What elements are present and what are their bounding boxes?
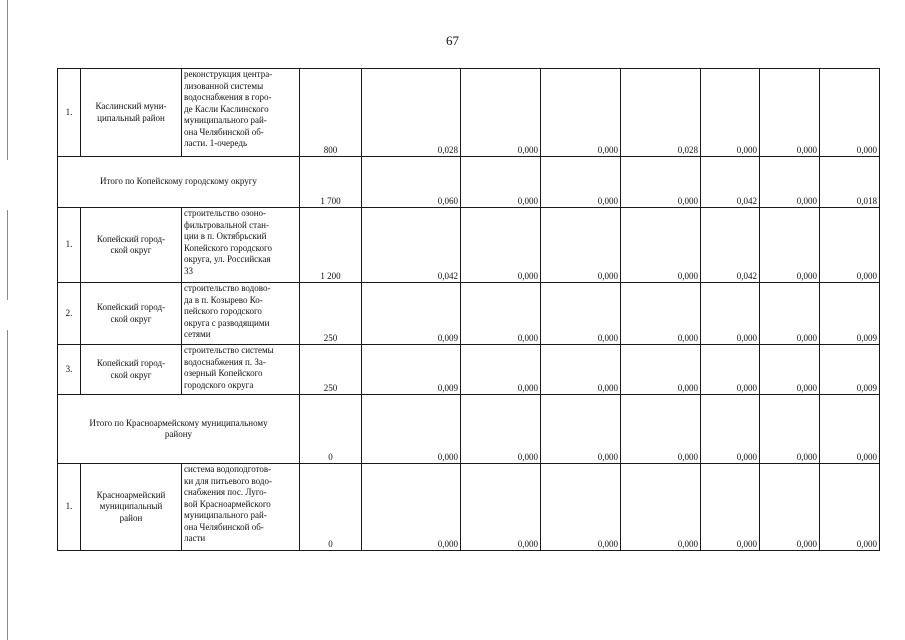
project-description-cell: система водоподготов- ки для питьевого водо- снабжения пос. Луго- вой Красноармейского муниципального рай- она Челябинской об- ласти — [182, 464, 300, 551]
row-number-cell: 2. — [58, 283, 81, 345]
value-cell: 0,000 — [701, 464, 760, 551]
value-cell: 0,042 — [701, 157, 760, 208]
value-cell: 0,000 — [621, 157, 701, 208]
municipality-cell: Каслинский муни- ципальный район — [81, 69, 182, 157]
value-cell: 0,000 — [541, 208, 621, 283]
project-description-cell: строительство водово- да в п. Козырево Ко- пейского городского округа с разводящими сетями — [182, 283, 300, 345]
value-cell: 0,028 — [621, 69, 701, 157]
row-number-cell: 3. — [58, 345, 81, 395]
capacity-cell: 250 — [300, 345, 362, 395]
value-cell: 0,000 — [461, 395, 541, 464]
municipality-cell: Красноармейский муниципальный район — [81, 464, 182, 551]
row-number-cell: 1. — [58, 208, 81, 283]
municipality-cell: Копейский город- ской округ — [81, 345, 182, 395]
project-description-cell: строительство озоно- фильтровальной стан- ции в п. Октябрьский Копейского городского округа, ул. Российская 33 — [182, 208, 300, 283]
municipality-cell: Копейский город- ской округ — [81, 208, 182, 283]
capacity-cell: 0 — [300, 395, 362, 464]
value-cell: 0,000 — [820, 208, 880, 283]
value-cell: 0,000 — [621, 395, 701, 464]
value-cell: 0,000 — [461, 69, 541, 157]
value-cell: 0,018 — [820, 157, 880, 208]
value-cell: 0,000 — [461, 464, 541, 551]
capacity-cell: 250 — [300, 283, 362, 345]
value-cell: 0,000 — [621, 464, 701, 551]
table-row — [58, 345, 880, 395]
capacity-cell: 800 — [300, 69, 362, 157]
total-label-cell: Итого по Копейскому городскому округу — [58, 157, 300, 208]
value-cell: 0,000 — [621, 345, 701, 395]
value-cell: 0,009 — [362, 283, 461, 345]
value-cell: 0,009 — [820, 283, 880, 345]
value-cell: 0,000 — [820, 69, 880, 157]
investment-program-table — [57, 68, 880, 551]
capacity-cell: 1 200 — [300, 208, 362, 283]
value-cell: 0,060 — [362, 157, 461, 208]
value-cell: 0,000 — [541, 345, 621, 395]
value-cell: 0,000 — [760, 208, 820, 283]
value-cell: 0,042 — [701, 208, 760, 283]
value-cell: 0,000 — [362, 464, 461, 551]
value-cell: 0,000 — [461, 208, 541, 283]
value-cell: 0,000 — [701, 69, 760, 157]
scan-margin-line — [7, 330, 8, 640]
value-cell: 0,000 — [541, 283, 621, 345]
value-cell: 0,000 — [760, 395, 820, 464]
table-total-row — [58, 395, 880, 464]
value-cell: 0,000 — [541, 464, 621, 551]
value-cell: 0,000 — [760, 157, 820, 208]
table-row — [58, 464, 880, 551]
table-row — [58, 208, 880, 283]
value-cell: 0,000 — [701, 395, 760, 464]
page-number: 67 — [446, 33, 459, 48]
scan-margin-line — [7, 210, 8, 300]
value-cell: 0,000 — [541, 157, 621, 208]
capacity-cell: 0 — [300, 464, 362, 551]
capacity-cell: 1 700 — [300, 157, 362, 208]
value-cell: 0,000 — [461, 283, 541, 345]
value-cell: 0,000 — [541, 69, 621, 157]
value-cell: 0,042 — [362, 208, 461, 283]
value-cell: 0,000 — [701, 345, 760, 395]
value-cell: 0,000 — [760, 283, 820, 345]
value-cell: 0,000 — [461, 345, 541, 395]
value-cell: 0,028 — [362, 69, 461, 157]
value-cell: 0,000 — [760, 345, 820, 395]
value-cell: 0,000 — [701, 283, 760, 345]
value-cell: 0,000 — [461, 157, 541, 208]
value-cell: 0,000 — [621, 208, 701, 283]
value-cell: 0,000 — [362, 395, 461, 464]
row-number-cell: 1. — [58, 69, 81, 157]
table-total-row — [58, 157, 880, 208]
value-cell: 0,009 — [362, 345, 461, 395]
value-cell: 0,000 — [820, 395, 880, 464]
row-number-cell: 1. — [58, 464, 81, 551]
value-cell: 0,000 — [541, 395, 621, 464]
table-row — [58, 69, 880, 157]
table-row — [58, 283, 880, 345]
project-description-cell: реконструкция центра- лизованной системы водоснабжения в горо- де Касли Каслинского муниципального рай- она Челябинской об- ласти. 1-очередь — [182, 69, 300, 157]
value-cell: 0,000 — [760, 464, 820, 551]
value-cell: 0,000 — [760, 69, 820, 157]
total-label-cell: Итого по Красноармейскому муниципальному району — [58, 395, 300, 464]
scan-margin-line — [7, 0, 8, 160]
value-cell: 0,000 — [820, 464, 880, 551]
municipality-cell: Копейский город- ской округ — [81, 283, 182, 345]
project-description-cell: строительство системы водоснабжения п. За- озерный Копейского городского округа — [182, 345, 300, 395]
value-cell: 0,000 — [621, 283, 701, 345]
value-cell: 0,009 — [820, 345, 880, 395]
